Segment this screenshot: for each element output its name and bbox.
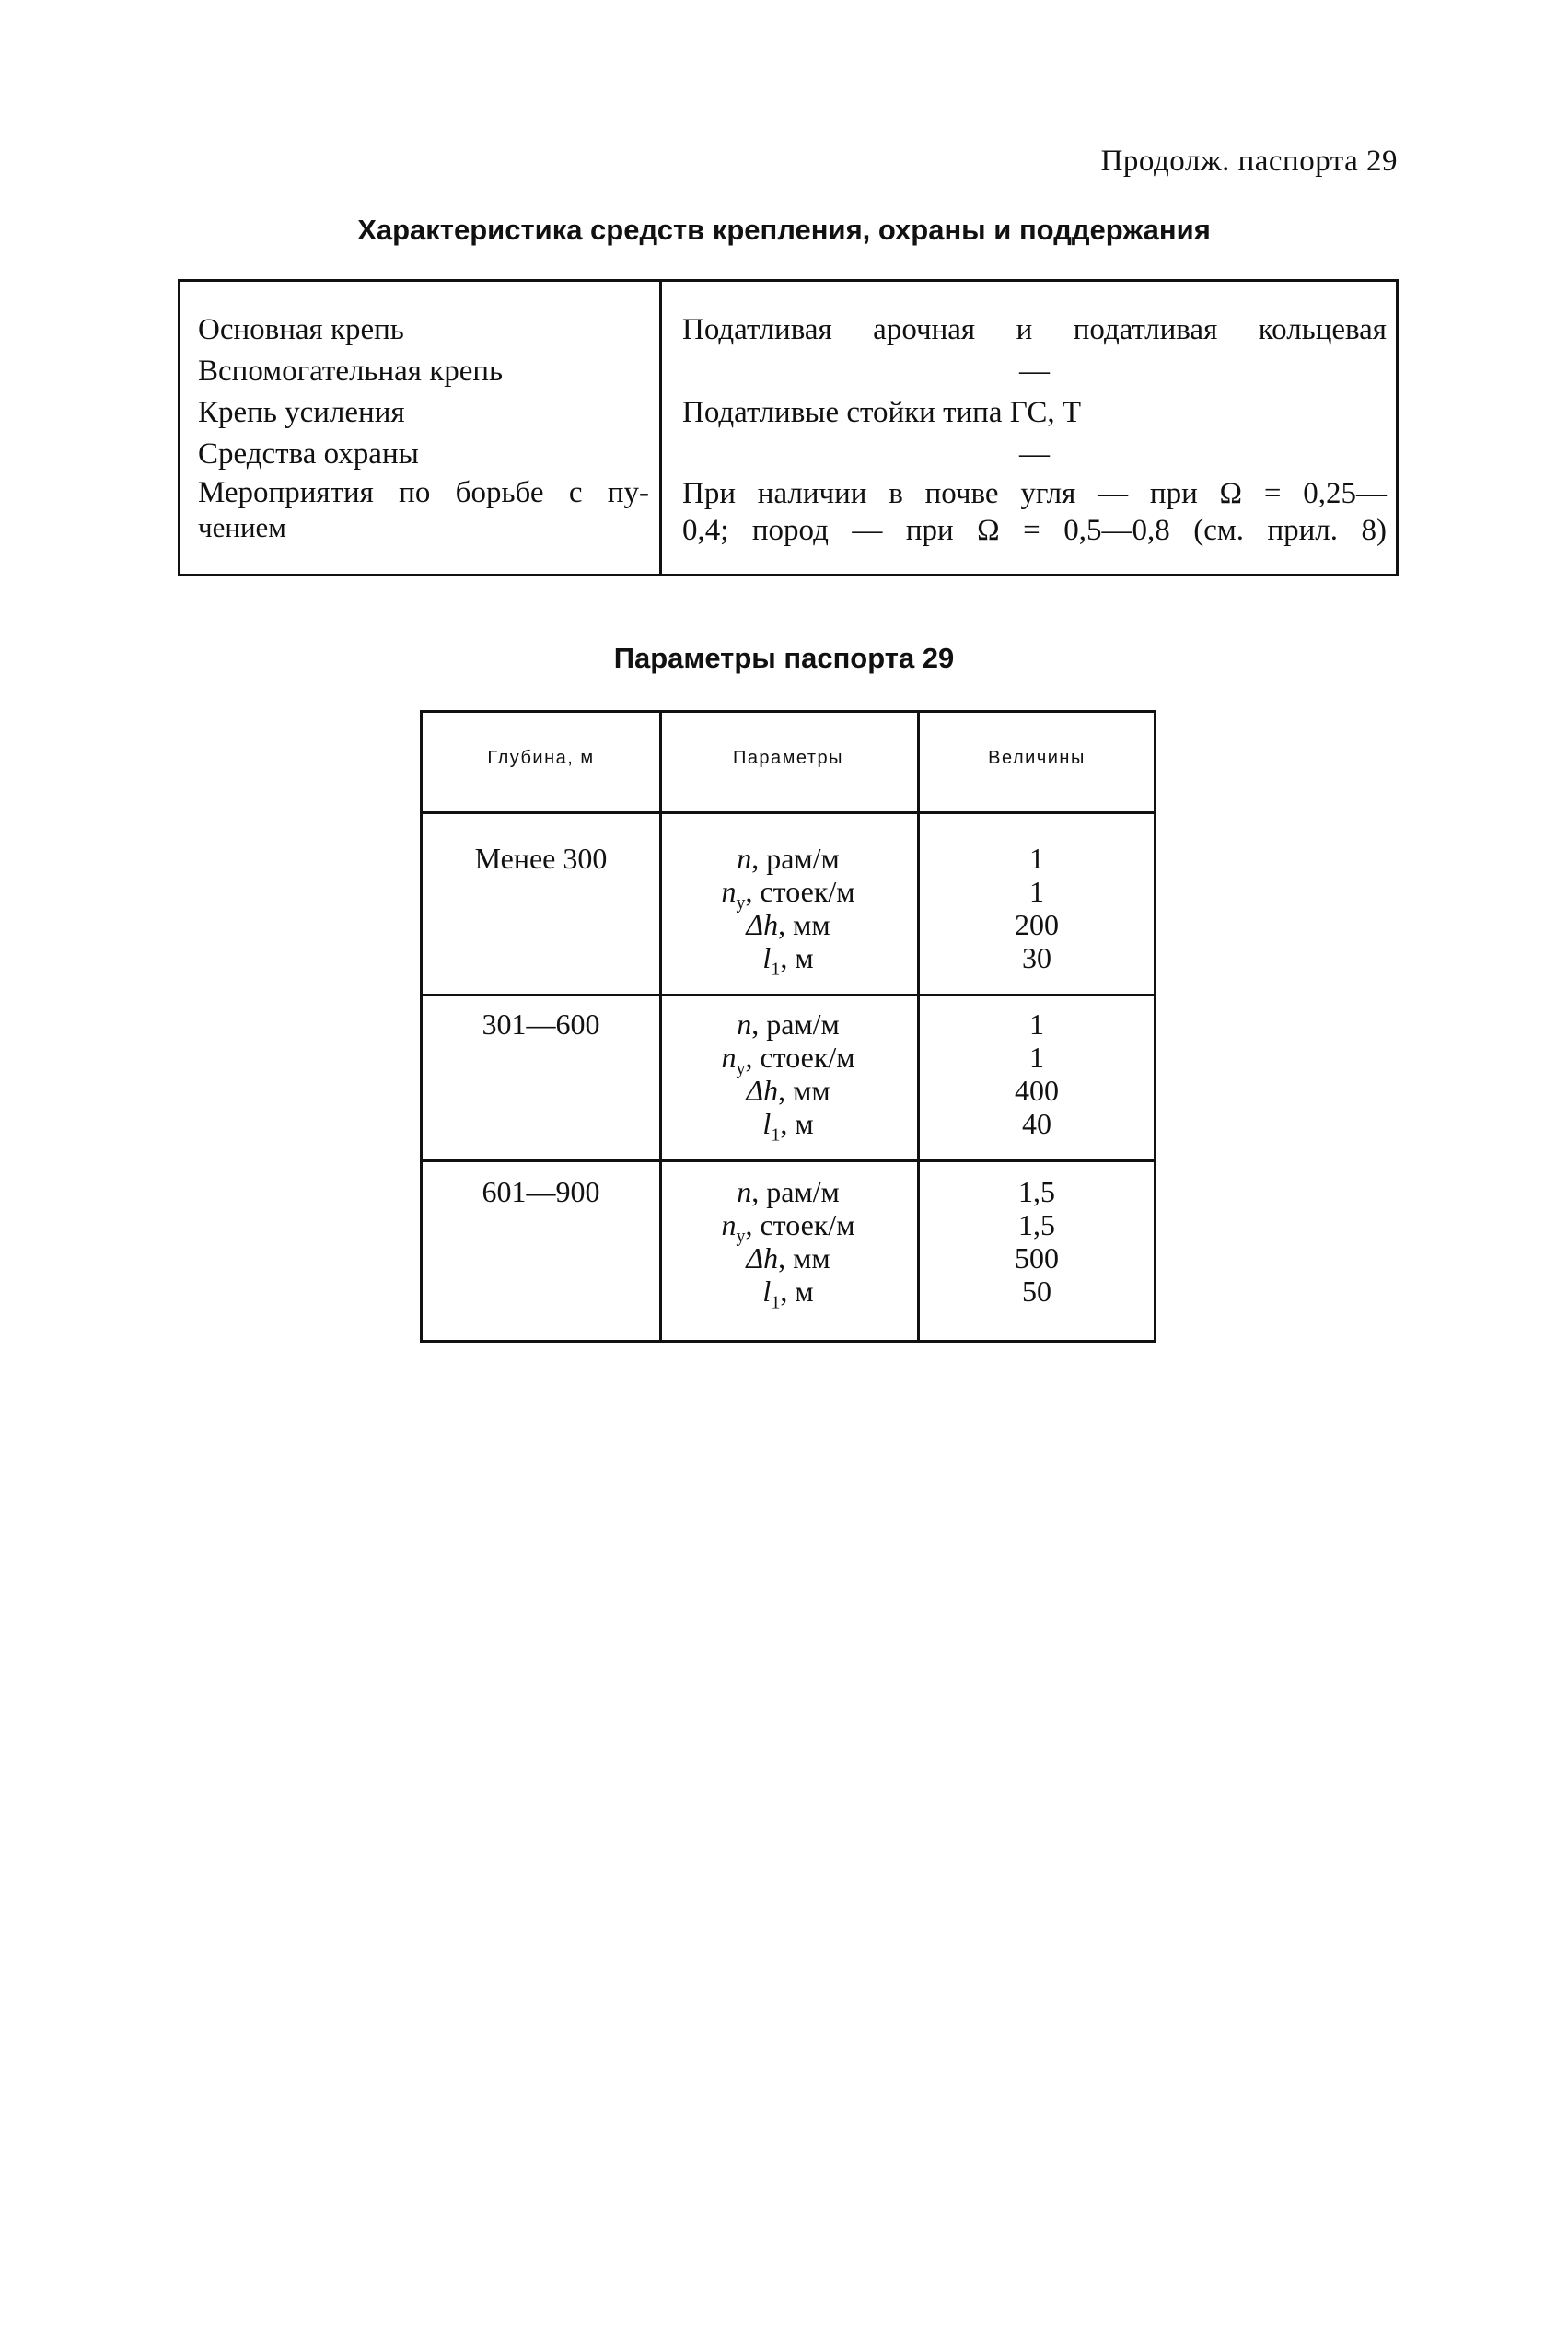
value: 1,5 (1018, 1175, 1055, 1208)
row-value-line: 0,4; пород — при Ω = 0,5—0,8 (см. прил. 8) (682, 514, 1387, 547)
parameter-label: $l_1$, м (762, 941, 814, 980)
parameter-label: Δh, мм (746, 1241, 830, 1275)
values-cell (917, 842, 1156, 974)
parameter-label: $l_1$, м (762, 1107, 814, 1146)
depth-cell: 601—900 (482, 1175, 600, 1208)
row-value: Податливые стойки типа ГС, Т (682, 396, 1082, 429)
value: 400 (1015, 1074, 1059, 1107)
running-head: Продолж. паспорта 29 (1100, 145, 1398, 178)
parameters-cell (659, 1007, 917, 1146)
parameter-label: $n_у$, стоек/м (721, 875, 855, 914)
row-label-line: Мероприятия по борьбе с пу- (198, 476, 649, 509)
value: 30 (1022, 941, 1051, 974)
parameter-label: $n_у$, стоек/м (721, 1041, 855, 1079)
support-characteristics-table (178, 279, 1399, 576)
parameter-label: n, рам/м (737, 842, 840, 875)
parameter-label: $n_у$, стоек/м (721, 1208, 855, 1247)
row-label-line: чением (198, 511, 286, 543)
table1-title: Характеристика средств крепления, охраны и поддержания (357, 214, 1211, 246)
table2-title: Параметры паспорта 29 (613, 642, 955, 674)
column-header-depth: Глубина, м (487, 748, 595, 768)
parameter-label: Δh, мм (746, 1074, 830, 1107)
column-header-values: Величины (988, 748, 1086, 768)
parameters-cell (659, 842, 917, 980)
column-header-parameters: Параметры (732, 748, 844, 768)
row-divider (423, 811, 1154, 814)
row-value: — (1019, 437, 1050, 471)
value: 40 (1022, 1107, 1051, 1140)
column-divider (659, 282, 662, 574)
value: 1 (1029, 842, 1044, 875)
row-value-line: При наличии в почве угля — при Ω = 0,25— (682, 477, 1387, 510)
value: 1 (1029, 1007, 1044, 1041)
row-label: Вспомогательная крепь (198, 355, 504, 388)
parameter-label: Δh, мм (746, 908, 830, 941)
row-divider (423, 1159, 1154, 1162)
values-cell (917, 1175, 1156, 1308)
value: 500 (1015, 1241, 1059, 1275)
depth-cell: Менее 300 (474, 842, 608, 875)
row-label: Средства охраны (198, 437, 419, 471)
passport-parameters-table (420, 710, 1156, 1343)
parameter-label: n, рам/м (737, 1175, 840, 1208)
parameter-label: n, рам/м (737, 1007, 840, 1041)
value: 1,5 (1018, 1208, 1055, 1241)
row-value: Податливая арочная и податливая кольцевая (682, 313, 1387, 346)
parameters-cell (659, 1175, 917, 1313)
row-label: Основная крепь (198, 313, 404, 346)
row-divider (423, 994, 1154, 996)
row-value: — (1019, 355, 1050, 388)
row-label: Крепь усиления (198, 396, 405, 429)
value: 1 (1029, 875, 1044, 908)
parameter-label: $l_1$, м (762, 1275, 814, 1313)
value: 50 (1022, 1275, 1051, 1308)
values-cell (917, 1007, 1156, 1140)
row-value (682, 475, 1387, 549)
depth-cell: 301—600 (482, 1007, 600, 1041)
row-label (198, 475, 649, 545)
value: 200 (1015, 908, 1059, 941)
value: 1 (1029, 1041, 1044, 1074)
